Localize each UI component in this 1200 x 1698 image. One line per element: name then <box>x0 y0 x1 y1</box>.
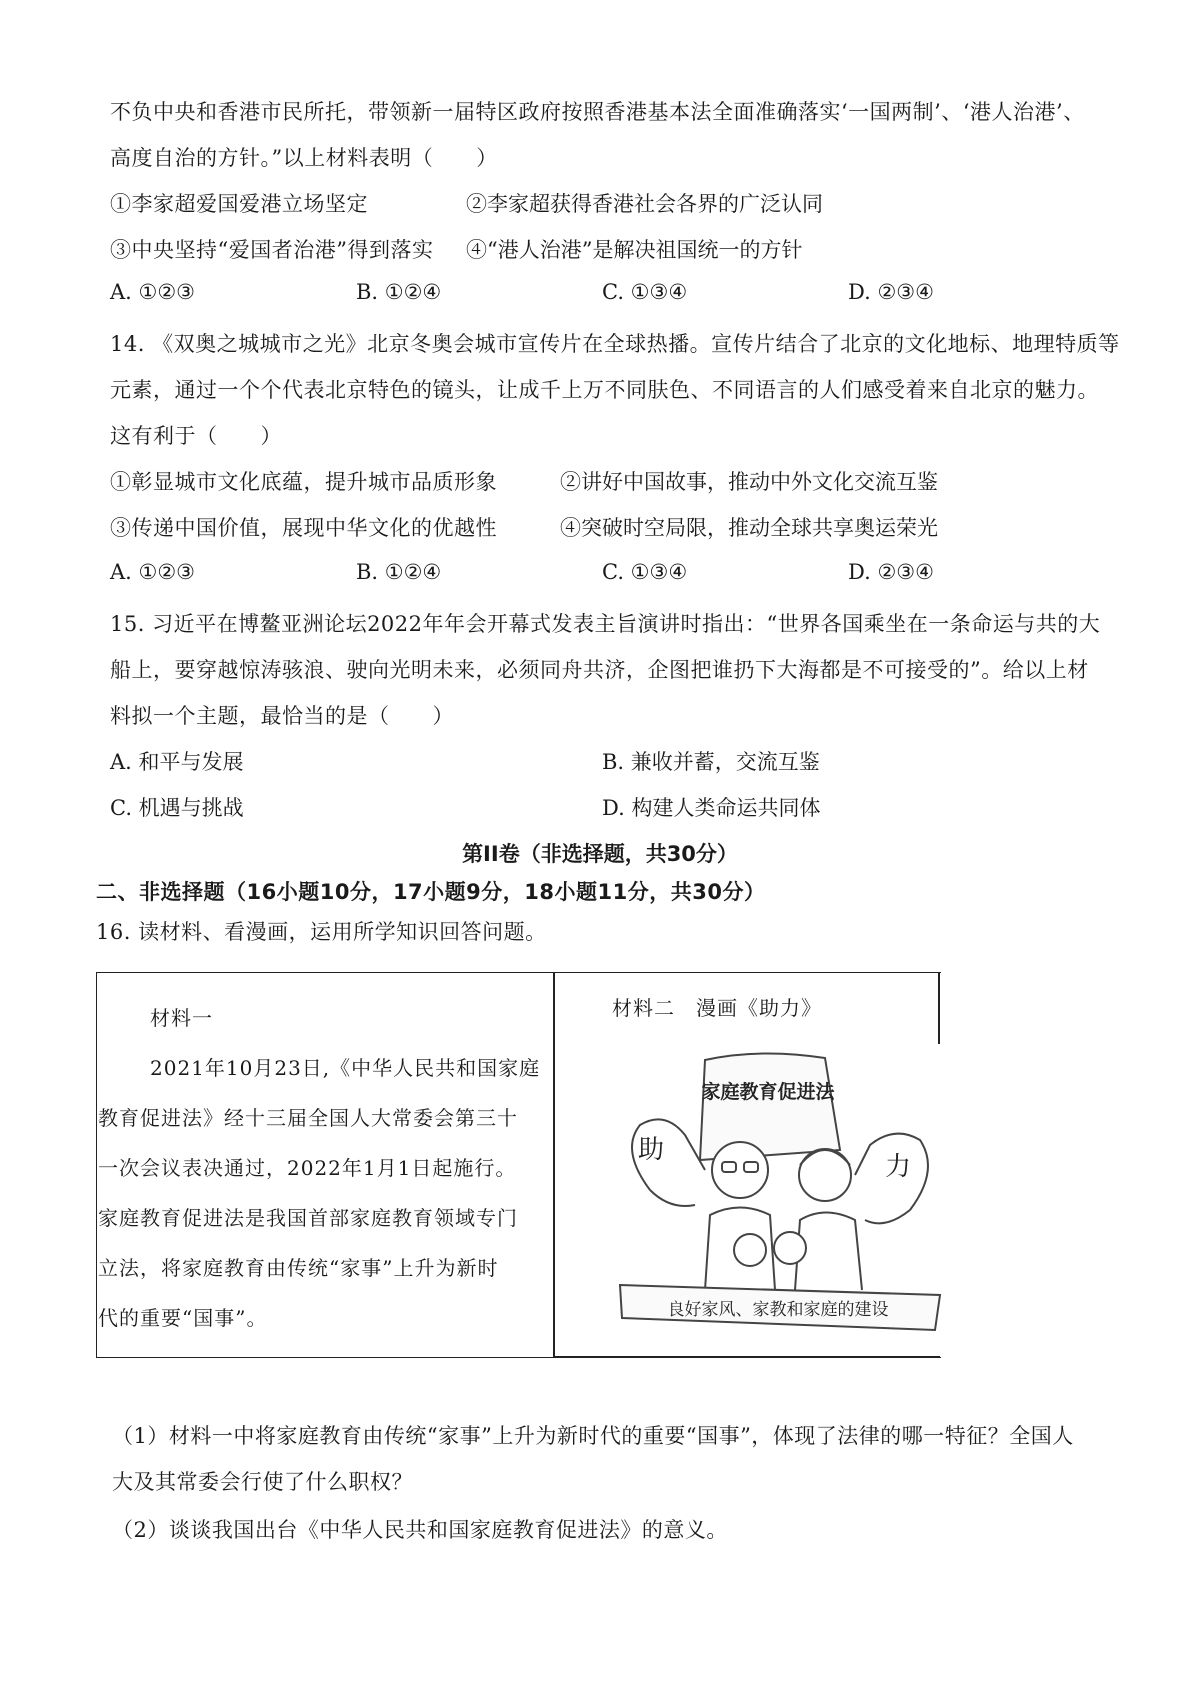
q13-stem-line1: 不负中央和香港市民所托，带领新一届特区政府按照香港基本法全面准确落实‘一国两制’、‘港人治港’、 <box>110 100 1085 124</box>
material-1-line: 代的重要“国事”。 <box>98 1306 268 1330</box>
section-title: 第II卷（非选择题，共30分） <box>462 842 738 866</box>
material-2-title: 材料二 漫画《助力》 <box>612 996 822 1020</box>
section-subtitle: 二、非选择题（16小题10分，17小题9分，18小题11分，共30分） <box>96 880 766 904</box>
q13-stem-line2: 高度自治的方针。”以上材料表明（ ） <box>110 146 498 170</box>
q13-option-c: C. ①③④ <box>602 280 688 304</box>
q15-stem-line1: 15. 习近平在博鳌亚洲论坛2022年年会开幕式发表主旨演讲时指出：“世界各国乘坐在一条命运与共的大 <box>110 612 1101 636</box>
material-1-line: 教育促进法》经十三届全国人大常委会第三十 <box>98 1106 518 1130</box>
q15-option-c: C. 机遇与挑战 <box>110 796 244 820</box>
cartoon-image <box>610 1040 950 1340</box>
material-1-line: 立法，将家庭教育由传统“家事”上升为新时 <box>98 1256 499 1280</box>
q15-stem-line3: 料拟一个主题，最恰当的是（ ） <box>110 704 454 728</box>
cartoon-bottom-banner-text: 良好家风、家教和家庭的建设 <box>667 1300 889 1320</box>
q13-option-b: B. ①②④ <box>356 280 442 304</box>
cartoon-right-char: 力 <box>885 1152 912 1182</box>
q16-sub1-line1: （1）材料一中将家庭教育由传统“家事”上升为新时代的重要“国事”，体现了法律的哪一特征？全国人 <box>112 1424 1074 1448</box>
cartoon-left-char: 助 <box>638 1135 665 1165</box>
q14-option-c: C. ①③④ <box>602 560 688 584</box>
q16-sub2: （2）谈谈我国出台《中华人民共和国家庭教育促进法》的意义。 <box>112 1518 728 1542</box>
material-divider <box>553 972 555 1358</box>
q14-statement-3: ③传递中国价值，展现中华文化的优越性 <box>110 516 497 540</box>
q14-stem-line1: 14. 《双奥之城城市之光》北京冬奥会城市宣传片在全球热播。宣传片结合了北京的文化地标、地理特质等 <box>110 332 1120 356</box>
q13-statement-4: ④“港人治港”是解决祖国统一的方针 <box>466 238 803 262</box>
q13-option-d: D. ②③④ <box>848 280 934 304</box>
q15-option-d: D. 构建人类命运共同体 <box>602 796 821 820</box>
cartoon-banner-text: 家庭教育促进法 <box>701 1081 835 1103</box>
q14-option-d: D. ②③④ <box>848 560 934 584</box>
q14-statement-4: ④突破时空局限，推动全球共享奥运荣光 <box>560 516 938 540</box>
q14-option-b: B. ①②④ <box>356 560 442 584</box>
q14-statement-1: ①彰显城市文化底蕴，提升城市品质形象 <box>110 470 497 494</box>
material-1-line: 一次会议表决通过，2022年1月1日起施行。 <box>98 1156 517 1180</box>
material-1-line: 2021年10月23日,《中华人民共和国家庭 <box>150 1056 541 1080</box>
q13-statement-2: ②李家超获得香港社会各界的广泛认同 <box>466 192 823 216</box>
q16-intro: 16. 读材料、看漫画，运用所学知识回答问题。 <box>96 920 547 944</box>
box-bottom-edge <box>553 1356 940 1358</box>
q15-option-b: B. 兼收并蓄，交流互鉴 <box>602 750 820 774</box>
q14-stem-line3: 这有利于（ ） <box>110 424 282 448</box>
q13-statement-3: ③中央坚持“爱国者治港”得到落实 <box>110 238 434 262</box>
material-1-line: 家庭教育促进法是我国首部家庭教育领域专门 <box>98 1206 518 1230</box>
box-right-edge <box>938 972 940 1044</box>
q15-stem-line2: 船上，要穿越惊涛骇浪、驶向光明未来，必须同舟共济，企图把谁扔下大海都是不可接受的”。给以上材 <box>110 658 1089 682</box>
q14-statement-2: ②讲好中国故事，推动中外文化交流互鉴 <box>560 470 938 494</box>
q13-statement-1: ①李家超爱国爱港立场坚定 <box>110 192 368 216</box>
q14-option-a: A. ①②③ <box>110 560 195 584</box>
q13-option-a: A. ①②③ <box>110 280 195 304</box>
q14-stem-line2: 元素，通过一个个代表北京特色的镜头，让成千上万不同肤色、不同语言的人们感受着来自北京的魅力。 <box>110 378 1099 402</box>
q15-option-a: A. 和平与发展 <box>110 750 244 774</box>
material-1-title: 材料一 <box>150 1006 213 1030</box>
q16-sub1-line2: 大及其常委会行使了什么职权？ <box>112 1470 413 1494</box>
